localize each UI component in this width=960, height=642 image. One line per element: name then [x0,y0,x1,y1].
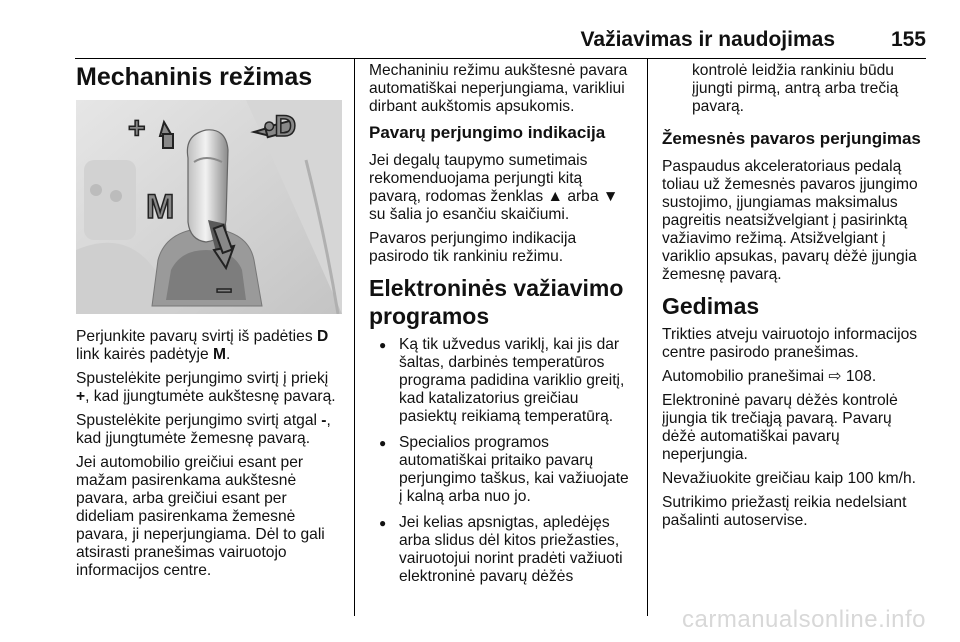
watermark: carmanualsonline.info [682,606,926,633]
page-number: 155 [890,28,926,51]
figure-label-d: •D [264,110,297,143]
paragraph-fault-message: Trikties atveju vairuotojo informacijos centre pasirodo pranešimas. [662,326,918,361]
paragraph-continued-bullet: kontrolė leidžia rankiniu būdu įjungti pirmą, antrą arba trečią pavarą. [692,62,899,115]
paragraph-kickdown: Paspaudus akceleratoriaus pedalą toliau už žemesnės pavaros įjungimo sustojimo, įjungiamas maksimalus pagreitis neatsižvelgiant į pasirinktą važiavimo režimą. Atsižvelgiant į variklio apsukas, pavarų dėžė įjungia žemesnę pavarą. [662,158,918,283]
list-item: ● Specialios programos automatiškai pritaiko pavarų perjungimo taškus, kai važiuojate į kalną arba nuo jo. [369,434,635,506]
header-rule [75,58,926,59]
paragraph-vehicle-messages-ref: Automobilio pranešimai ⇨ 108. [662,368,877,385]
column-3 [662,62,928,536]
column-1 [76,62,344,586]
gear-lever-drawing [76,100,342,314]
paragraph-move-lever: Perjunkite pavarų svirtį iš padėties D link kairės padėtyje M. [76,328,329,363]
column-2 [369,62,635,594]
list-item: ● Jei kelias apsnigtas, apledėjęs arba slidus dėl kitos priežasties, vairuotojui norint pradėti važiuoti elektroninė pavarų dėžės [369,514,635,586]
column-divider-1 [354,58,355,616]
paragraph-manual-no-upshift: Mechaniniu režimu aukštesnė pavara automatiškai neperjungiama, varikliui dirbant aukštomis apsukomis. [369,62,628,115]
subheading-kickdown: Žemesnės pavaros perjungimas [662,129,921,148]
paragraph-fuel-economy-indicator: Jei degalų taupymo sumetimais rekomenduojama perjungti kitą pavarą, rodomas ženklas ▲ arba ▼ su šalia jo esančiu skaičiumi. [369,152,619,223]
figure-label-m: M [146,188,175,226]
paragraph-speed-note: Jei automobilio greičiui esant per mažam pasirenkama aukštesnė pavara, arba greičiui esant per dideliam pasirenkama žemesnė pavara, ji neperjungiama. Dėl to gali atsirasti pranešimas vairuotojo informacijos centre. [76,454,325,579]
section-heading-electronic-programs: Elektroninės važiavimo programos [369,275,624,329]
subheading-shift-indication: Pavarų perjungimo indikacija [369,123,606,142]
electronic-programs-list [369,336,635,586]
list-item: ● Ką tik užvedus variklį, kai jis dar šaltas, darbinės temperatūros programa padidina variklio greitį, kad katalizatorius greičiau pasiektų reikiamą temperatūrą. [369,336,635,426]
header-title: Važiavimas ir naudojimas [580,28,835,51]
paragraph-upshift: Spustelėkite perjungimo svirtį į priekį +, kad įjungtumėte aukštesnę pavarą. [76,370,336,405]
column-divider-2 [647,58,648,616]
paragraph-downshift: Spustelėkite perjungimo svirtį atgal -, kad įjungtumėte žemesnę pavarą. [76,412,331,447]
figure-label-minus: − [216,275,233,306]
paragraph-repair: Sutrikimo priežastį reikia nedelsiant pašalinti autoservise. [662,494,907,529]
section-heading-fault: Gedimas [662,293,760,319]
gear-lever-illustration [76,100,342,314]
paragraph-indicator-manual-only: Pavaros perjungimo indikacija pasirodo tik rankiniu režimu. [369,230,577,265]
figure-label-plus: + [128,112,146,145]
paragraph-speed-limit: Nevažiuokite greičiau kaip 100 km/h. [662,470,916,487]
paragraph-third-gear-only: Elektroninė pavarų dėžės kontrolė įjungia tik trečiąją pavarą. Pavarų dėžė automatiškai pavarų neperjungia. [662,392,898,463]
section-heading-manual-mode: Mechaninis režimas [76,63,313,91]
